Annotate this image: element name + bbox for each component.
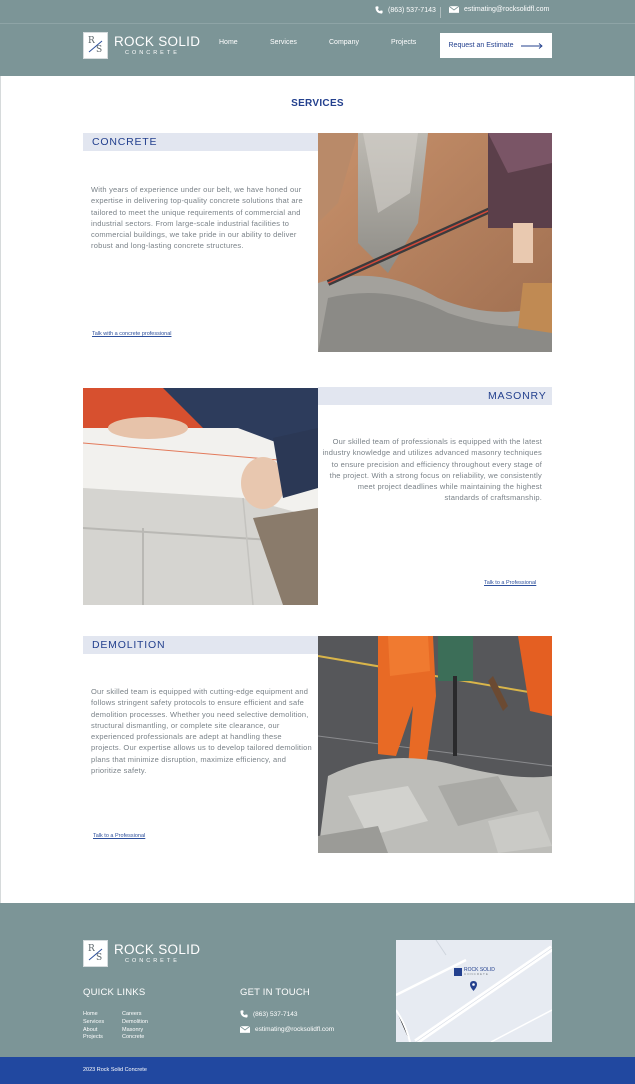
phone-icon [375,6,383,14]
logo-tagline: CONCRETE [125,49,180,56]
quick-links-col-1 [83,1011,104,1042]
map-logo-mark [454,968,462,976]
map-business-label [454,968,495,976]
location-map[interactable] [396,940,552,1042]
phone-icon [240,1010,248,1018]
nav-company[interactable]: Company [329,39,359,46]
map-pin-icon[interactable] [470,981,477,991]
footer-link-about[interactable]: About [83,1026,98,1033]
footer-link-concrete[interactable]: Concrete [122,1034,145,1041]
footer-logo-tagline: CONCRETE [125,957,180,964]
concrete-professional-link[interactable]: Talk with a concrete professional [92,331,172,337]
footer-link-projects[interactable]: Projects [83,1034,103,1041]
masonry-description: Our skilled team of professionals is equipped with the latest industry knowledge and utilizes advanced masonry techniques to ensure precision and efficiency throughout every stage of the project. With a strong focus on reliability, we consistently meet project deadlines while maintaining the highest standards of craftsmanship. [322,437,542,503]
demolition-jackhammer-photo [318,636,552,853]
header-phone-text: (863) 537-7143 [388,6,436,14]
footer-phone-link[interactable] [240,1010,297,1018]
footer-phone-text: (863) 537-7143 [253,1010,298,1018]
nav-services[interactable]: Services [270,39,297,46]
demolition-description: Our skilled team is equipped with cutting-edge equipment and follows stringent safety protocols to ensure efficient and safe demolition processes. Whether you need selective demolition, structural dismantling, or complete site clearance, our experienced professionals are adept at handling these projects. Our expertise allows us to develop tailored demolition plans that minimize disruption, maximize efficiency, and prioritize safety. [91,687,312,776]
masonry-professional-link[interactable]: Talk to a Professional [484,580,537,586]
demolition-professional-link[interactable]: Talk to a Professional [93,833,146,839]
footer-link-careers[interactable]: Careers [122,1011,142,1017]
footer-email-link[interactable] [240,1026,334,1033]
footer-link-masonry[interactable]: Masonry [122,1026,144,1033]
masonry-title: MASONRY [488,390,547,402]
topbar-divider [440,7,441,18]
footer-logo-mark-s: S [96,953,103,963]
footer-link-services[interactable]: Services [83,1018,105,1025]
footer-logo-name: ROCK SOLID [114,942,201,957]
concrete-title: CONCRETE [92,136,158,148]
map-logo-name: ROCK SOLID [464,967,495,973]
mail-icon [240,1026,250,1033]
footer-link-demolition[interactable]: Demolition [122,1018,148,1025]
site-header [0,0,635,76]
contact-topbar [0,0,635,24]
map-logo-tagline: CONCRETE [464,972,489,976]
masonry-block-photo [83,388,318,605]
nav-projects[interactable]: Projects [391,39,417,46]
header-phone-link[interactable] [375,6,436,14]
copyright-text: 2023 Rock Solid Concrete [83,1067,147,1073]
logo-mark-r: R [88,36,95,46]
nav-home[interactable]: Home [219,39,238,46]
mail-icon [449,6,459,13]
quick-links-col-2 [122,1011,148,1042]
footer-logo-mark-r: R [88,944,95,954]
logo-name: ROCK SOLID [114,34,201,49]
request-estimate-label: Request an Estimate [448,42,514,49]
footer-logo[interactable] [83,940,200,967]
concrete-pour-photo [318,133,552,352]
page-frame-left [0,76,1,903]
footer-email-text: estimating@rocksolidfl.com [255,1026,335,1033]
footer-link-home[interactable]: Home [83,1011,98,1017]
concrete-description: With years of experience under our belt, we have honed our expertise in delivering top-quality concrete solutions that are tailored to meet the unique requirements of commercial and industrial sectors. From large-scale industrial facilities to commercial buildings, we take pride in our ability to deliver robust and long-lasting concrete structures. [91,185,303,251]
header-email-text: estimating@rocksolidfl.com [464,6,550,13]
demolition-title: DEMOLITION [92,639,166,651]
header-email-link[interactable] [449,6,549,13]
logo-mark-s: S [96,45,103,55]
copyright-bar [0,1057,635,1084]
get-in-touch-title: GET IN TOUCH [240,987,310,998]
footer-logo-mark [83,940,108,967]
request-estimate-button[interactable] [440,33,552,58]
page-title: SERVICES [291,98,344,109]
header-logo[interactable] [83,32,200,59]
quick-links-title: QUICK LINKS [83,987,146,998]
logo-mark [83,32,108,59]
arrow-right-icon [521,43,543,49]
